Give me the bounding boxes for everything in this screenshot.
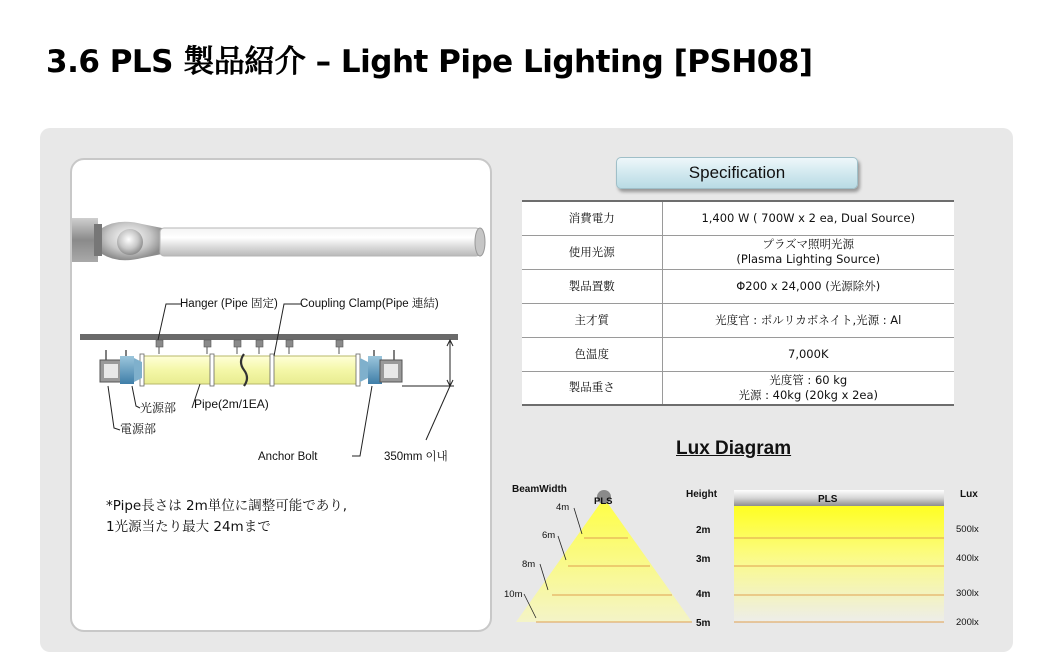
light-tube [160, 228, 480, 256]
table-row [522, 269, 954, 303]
lux-300: 300lx [956, 588, 979, 599]
coupling-clamp [210, 354, 214, 386]
spec-value-line: 光度管 : 60 kg [769, 372, 848, 387]
spec-key: 主才質 [522, 303, 662, 337]
pipe-label: Pipe(2m/1EA) [194, 397, 269, 411]
hanger [234, 340, 241, 347]
power-source-label: 電源部 [120, 422, 157, 436]
pls-bar-label: PLS [818, 494, 838, 505]
height-2m: 2m [696, 525, 711, 536]
bulb [117, 229, 143, 255]
table-row [522, 337, 954, 371]
page-title: 3.6 PLS 製品紹介 – Light Pipe Lighting [PSH08] [46, 44, 813, 80]
hanger [286, 340, 293, 347]
beam-width-10m: 10m [504, 589, 523, 600]
lux-diagram [500, 476, 1000, 636]
table-row [522, 201, 954, 235]
specification-button[interactable]: Specification [616, 157, 858, 189]
spec-value-line: 光源 : 40kg (20kg x 2ea) [738, 387, 879, 402]
beamwidth-label: BeamWidth [512, 484, 567, 495]
tube-end-cap [475, 228, 485, 256]
installation-diagram [70, 158, 492, 632]
coupling-clamp [356, 354, 360, 386]
height-label: 350mm 이내 [384, 451, 448, 463]
spec-value [662, 235, 954, 269]
note-line-1: *Pipe長さは 2m単位に調整可能であり, [106, 498, 348, 514]
spec-key: 製品重さ [522, 371, 662, 405]
right-source-units [360, 350, 402, 384]
ceiling-rail [80, 334, 458, 340]
hanger [256, 340, 263, 347]
hanger [156, 340, 163, 347]
lux-500: 500lx [956, 524, 979, 535]
table-row [522, 235, 954, 269]
power-unit-face [104, 364, 118, 378]
lux-gradient-bar [734, 506, 944, 622]
light-pipe [142, 356, 360, 384]
beam-width-4m: 4m [556, 502, 570, 513]
source-cone [134, 358, 142, 382]
left-source-units [100, 350, 142, 384]
pls-cone-label: PLS [594, 496, 613, 507]
height-4m: 4m [696, 589, 711, 600]
lux-200: 200lx [956, 617, 979, 628]
spec-value-line: (Plasma Lighting Source) [736, 252, 881, 266]
lux-400: 400lx [956, 553, 979, 564]
spec-key: 使用光源 [522, 235, 662, 269]
height-3m: 3m [696, 554, 711, 565]
hanger [336, 340, 343, 347]
spec-key: 製品置數 [522, 269, 662, 303]
source-cone [360, 358, 368, 382]
beam-cone [516, 498, 692, 622]
head-flange [94, 224, 102, 256]
coupling-clamp [270, 354, 274, 386]
spec-value [662, 371, 954, 405]
spec-key: 色温度 [522, 337, 662, 371]
note-line-2: 1光源当たり最大 24mまで [106, 519, 271, 535]
spec-value: 光度官 : ポルリカボネイト,光源 : Al [662, 303, 954, 337]
light-source-unit [120, 356, 134, 384]
spec-value: 7,000K [662, 337, 954, 371]
table-row [522, 303, 954, 337]
hanger-label: Hanger (Pipe 固定) [180, 298, 278, 310]
hangers [156, 340, 343, 347]
height-5m: 5m [696, 618, 711, 629]
height-dimension [402, 340, 454, 386]
light-source-label: 光源部 [140, 401, 177, 415]
hanger-rods [159, 347, 339, 354]
lux-axis-label: Lux [960, 489, 978, 500]
power-unit-face [384, 364, 398, 378]
pls-bar [734, 490, 944, 506]
beam-width-8m: 8m [522, 559, 536, 570]
table-row [522, 371, 954, 405]
coupling-clamp-label: Coupling Clamp(Pipe 連結) [300, 298, 439, 310]
anchor-bolt-label: Anchor Bolt [258, 451, 318, 463]
lux-diagram-title: Lux Diagram [676, 438, 792, 459]
pipe-length-note [106, 496, 426, 538]
spec-table [522, 200, 954, 406]
hanger [204, 340, 211, 347]
beam-width-6m: 6m [542, 530, 556, 541]
spec-value: Φ200 x 24,000 (光源除外) [662, 269, 954, 303]
height-axis-label: Height [686, 489, 718, 500]
spec-value-line: プラズマ照明光源 [762, 237, 854, 251]
spec-value: 1,400 W ( 700W x 2 ea, Dual Source) [662, 201, 954, 235]
product-image [72, 218, 485, 262]
spec-key: 消費電力 [522, 201, 662, 235]
